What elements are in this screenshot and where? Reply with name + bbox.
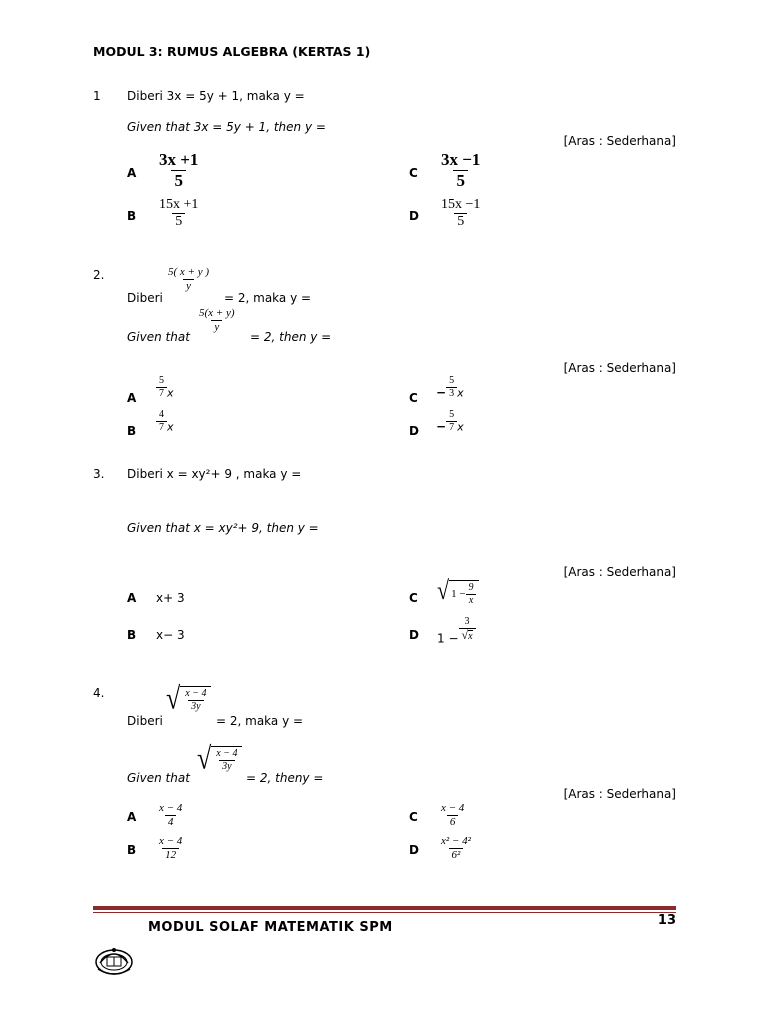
option-c-radical: √ 1 − $\frac{9}{x}$ bbox=[437, 580, 479, 606]
difficulty-level: [Aras : Sederhana] bbox=[563, 134, 676, 148]
question-number: 4. bbox=[93, 686, 105, 700]
question-text-english: Given that bbox=[127, 330, 190, 344]
option-d-value: 1 − $\frac{3}{√x}$ bbox=[437, 616, 476, 646]
question-number: 1 bbox=[93, 89, 101, 103]
option-label: C bbox=[409, 591, 418, 605]
footer-rule-thin bbox=[93, 912, 676, 913]
question-fraction: $\frac{5(x + y)}{y}$ bbox=[199, 307, 235, 333]
option-label: C bbox=[409, 391, 418, 405]
option-label: A bbox=[127, 166, 137, 180]
option-c-fraction: $\frac{x - 4}{6}$ bbox=[441, 802, 465, 828]
question-text-malay: Diberi bbox=[127, 714, 163, 728]
question-text-english: Given that bbox=[127, 771, 190, 785]
option-d-value: − $\frac{5}{7}$ x bbox=[436, 409, 464, 434]
option-label: A bbox=[127, 591, 137, 605]
option-label: D bbox=[409, 424, 419, 438]
option-a-fraction: $\frac{3x +1}{5}$ bbox=[159, 150, 199, 190]
question-text-english-rest: = 2, theny = bbox=[246, 771, 324, 785]
question-text-english-rest: = 2, then y = bbox=[250, 330, 332, 344]
option-a-value: x+ 3 bbox=[156, 591, 185, 605]
question-radical: √ $\frac{x - 4}{3y}$ bbox=[166, 686, 211, 712]
difficulty-level: [Aras : Sederhana] bbox=[563, 565, 676, 579]
question-text-malay-rest: = 2, maka y = bbox=[224, 291, 312, 305]
option-b-value: x− 3 bbox=[156, 628, 185, 642]
option-label: B bbox=[127, 843, 137, 857]
option-a-value: $\frac{5}{7}$ x bbox=[156, 375, 174, 400]
option-label: B bbox=[127, 628, 137, 642]
option-label: B bbox=[127, 209, 137, 223]
option-d-fraction: $\frac{\text{x² − 4²}}{\text{6²}}$ bbox=[441, 835, 471, 861]
option-c-value: − $\frac{5}{3}$ x bbox=[436, 375, 464, 400]
question-text-english: Given that x = xy²+ 9, then y = bbox=[127, 521, 319, 535]
option-b-fraction: $\frac{15x +1}{5}$ bbox=[159, 197, 199, 230]
option-a-fraction: $\frac{x - 4}{4}$ bbox=[159, 802, 183, 828]
question-text-malay-rest: = 2, maka y = bbox=[216, 714, 304, 728]
question-text-malay: Diberi x = xy²+ 9 , maka y = bbox=[127, 467, 302, 481]
option-label: C bbox=[409, 810, 418, 824]
school-crest-logo bbox=[92, 943, 136, 977]
footer-rule bbox=[93, 906, 676, 910]
option-label: A bbox=[127, 391, 137, 405]
page-title: MODUL 3: RUMUS ALGEBRA (KERTAS 1) bbox=[93, 44, 371, 59]
option-label: D bbox=[409, 628, 419, 642]
option-label: B bbox=[127, 424, 137, 438]
difficulty-level: [Aras : Sederhana] bbox=[563, 361, 676, 375]
question-text-malay: Diberi bbox=[127, 291, 163, 305]
question-radical: √ $\frac{x - 4}{3y}$ bbox=[197, 746, 242, 772]
option-c-fraction: $\frac{3x -1}{5}$ bbox=[441, 150, 481, 190]
footer-title: MODUL SOLAF MATEMATIK SPM bbox=[148, 920, 393, 935]
option-label: A bbox=[127, 810, 137, 824]
question-fraction: $\frac{5( x + y )}{y}$ bbox=[168, 266, 210, 292]
option-d-fraction: $\frac{15x -1}{5}$ bbox=[441, 197, 481, 230]
option-label: C bbox=[409, 166, 418, 180]
question-text-english: Given that 3x = 5y + 1, then y = bbox=[127, 120, 326, 134]
question-number: 3. bbox=[93, 467, 105, 481]
option-label: D bbox=[409, 843, 419, 857]
option-b-fraction: $\frac{x - 4}{12}$ bbox=[159, 835, 183, 861]
option-b-value: $\frac{4}{7}$ x bbox=[156, 409, 174, 434]
page-number: 13 bbox=[657, 913, 676, 928]
question-text-malay: Diberi 3x = 5y + 1, maka y = bbox=[127, 89, 305, 103]
option-label: D bbox=[409, 209, 419, 223]
difficulty-level: [Aras : Sederhana] bbox=[563, 787, 676, 801]
question-number: 2. bbox=[93, 268, 105, 282]
